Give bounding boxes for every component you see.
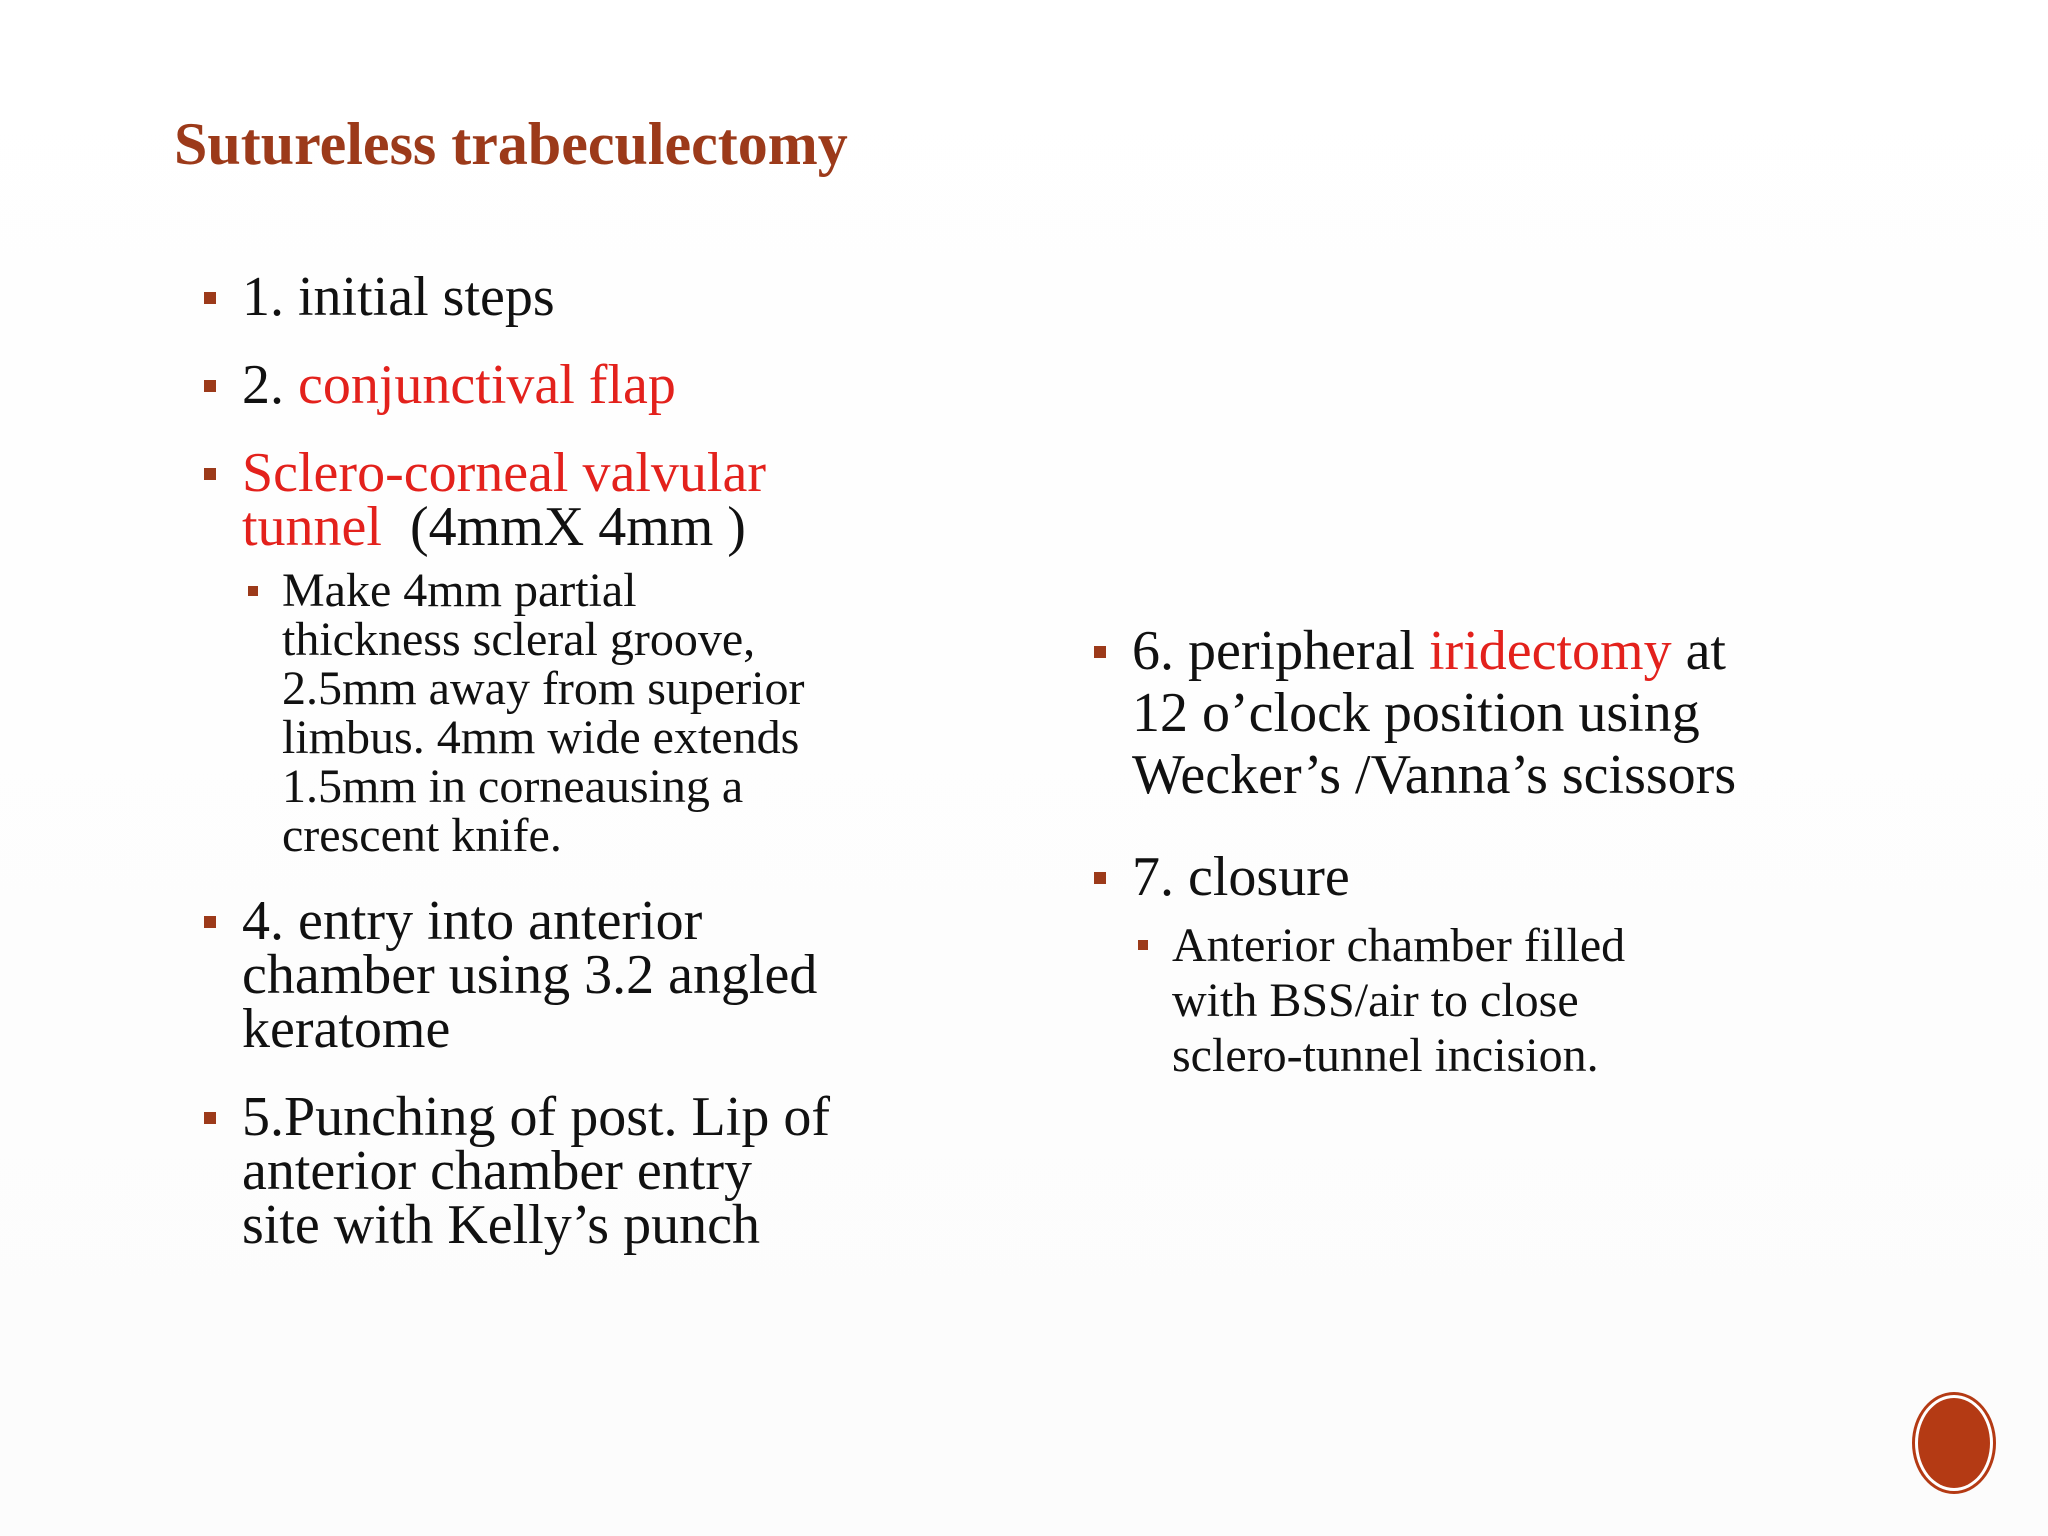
sub-line: Make 4mm partial — [282, 564, 637, 617]
sub-list-item — [1132, 918, 1960, 1083]
sub-line: 2.5mm away from superior — [282, 662, 805, 715]
item-line: site with Kelly’s punch — [242, 1194, 760, 1256]
list-item — [1090, 846, 1960, 1083]
sub-list-item — [242, 566, 960, 860]
sub-list — [242, 566, 960, 860]
list-item — [200, 442, 960, 862]
item-suffix: at — [1671, 620, 1726, 682]
square-bullet-icon — [1094, 872, 1106, 884]
item-prefix: 2. — [242, 354, 298, 416]
sub-line: thickness scleral groove, — [282, 613, 756, 666]
sub-line: with BSS/air to close — [1172, 974, 1579, 1027]
item-line: anterior chamber entry — [242, 1140, 752, 1202]
square-bullet-icon — [204, 380, 216, 392]
slide-title: Sutureless trabeculectomy — [174, 111, 848, 177]
item-dimensions: (4mmX 4mm ) — [381, 496, 746, 558]
sub-line: Anterior chamber filled — [1172, 919, 1626, 972]
square-bullet-icon — [248, 586, 258, 596]
item-line: 5.Punching of post. Lip of — [242, 1086, 830, 1148]
square-bullet-icon — [1094, 646, 1106, 658]
sub-line: 1.5mm in corneausing a — [282, 760, 744, 813]
highlight-sclero-corneal-line1: Sclero-corneal valvular — [242, 442, 766, 504]
list-item — [200, 890, 960, 1060]
sub-line: limbus. 4mm wide extends — [282, 711, 800, 764]
highlight-tunnel: tunnel — [242, 496, 382, 558]
circle-nav-icon[interactable] — [1918, 1398, 1990, 1488]
item-closure: 7. closure — [1132, 846, 1350, 908]
right-column — [1090, 620, 1960, 1123]
bullet-list-right — [1090, 620, 1960, 1083]
square-bullet-icon — [204, 916, 216, 928]
left-column — [200, 266, 960, 1286]
item-prefix: 6. peripheral — [1132, 620, 1429, 682]
item-line: Wecker’s /Vanna’s scissors — [1132, 744, 1737, 806]
item-line: 4. entry into anterior — [242, 890, 703, 952]
item-line: keratome — [242, 998, 451, 1060]
list-item — [200, 1086, 960, 1256]
square-bullet-icon — [204, 1112, 216, 1124]
list-item — [200, 266, 960, 328]
bullet-list-left — [200, 266, 960, 1256]
item-line: chamber using 3.2 angled — [242, 944, 818, 1006]
highlight-iridectomy: iridectomy — [1428, 620, 1672, 682]
sub-line: crescent knife. — [282, 809, 562, 862]
list-item — [1090, 620, 1960, 806]
item-initial-steps: 1. initial steps — [242, 266, 555, 328]
item-line: 12 o’clock position using — [1132, 682, 1700, 744]
sub-line: sclero-tunnel incision. — [1172, 1029, 1599, 1082]
square-bullet-icon — [204, 468, 216, 480]
list-item — [200, 354, 960, 416]
highlight-conjunctival-flap: conjunctival flap — [298, 354, 676, 416]
sub-list — [1132, 918, 1960, 1083]
square-bullet-icon — [204, 292, 216, 304]
square-bullet-icon — [1138, 940, 1148, 950]
